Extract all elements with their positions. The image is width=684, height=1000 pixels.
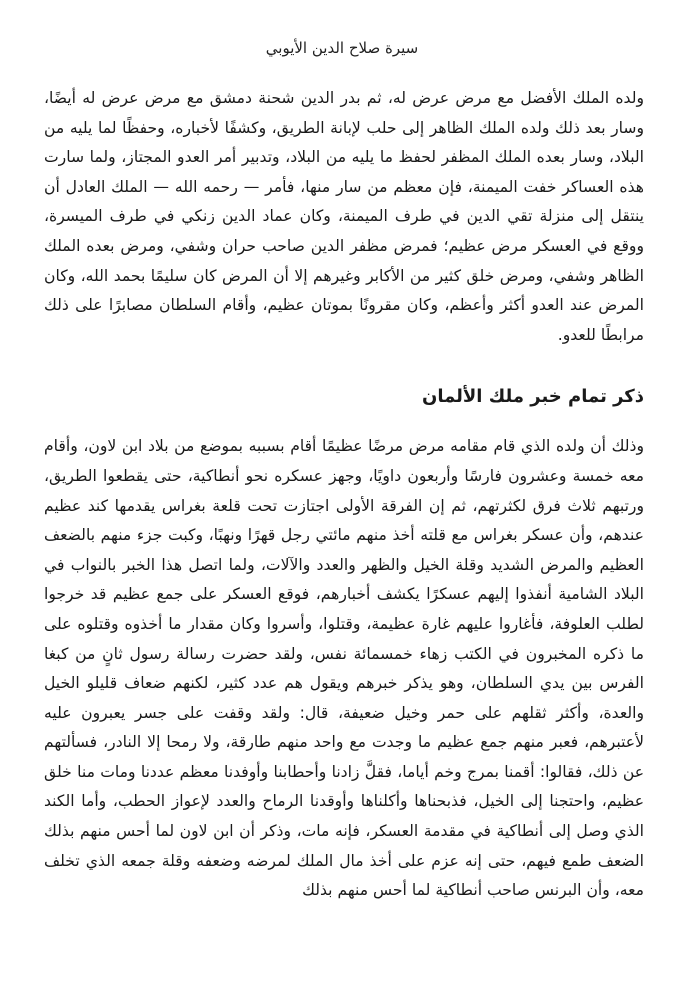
section-heading: ذكر تمام خبر ملك الألمان [421,386,644,408]
paragraph-1: ولده الملك الأفضل مع مرض عرض له، ثم بدر الدين شحنة دمشق مع مرض عرض له أيضًا، وسار بعد ذلك ولده الملك الظاهر إلى حلب لإبانة الطريق، وكشفًا لأخباره، وحفظًا لما يليه من البلاد، وسار بعده الملك المظفر لحفظ ما يليه من البلاد، وتدبير أمر العدو المجتاز، ولما سارت هذه العساكر خفت الميمنة، فإن معظم من سار منها، فأمر — رحمه الله — الملك العادل أن ينتقل إلى منزلة تقي الدين في طرف الميمنة، وكان عماد الدين زنكي في طرف الميسرة، ووقع في العسكر مرض عظيم؛ فمرض مظفر الدين صاحب حران وشفي، ومرض بعده الملك الظاهر وشفي، ومرض خلق كثير من الأكابر وغيرهم إلا أن المرض كان سليمًا بحمد الله، وكان المرض عند العدو أكثر وأعظم، وكان مقرونًا بموتان عظيم، وأقام السلطان مصابرًا على ذلك مرابطًا للعدو. [44,89,644,344]
running-title: سيرة صلاح الدين الأيوبي [265,39,419,57]
body-text [44,84,644,906]
paragraph-2: وذلك أن ولده الذي قام مقامه مرض مرضًا عظيمًا أقام بسببه بموضع من بلاد ابن لاون، وأقام معه خمسة وعشرون فارسًا وأربعون داويًا، وجهز عسكره نحو أنطاكية، حتى يقطعوا الطريق، ورتبهم ثلاث فرق لكثرتهم، ثم إن الفرقة الأولى اجتازت تحت قلعة بغراس يقدمها كند عظيم عندهم، وأن عسكر بغراس مع قلته أخذ منهم مائتي رجل قهرًا ونهبًا، وكبت جزء منهم بالضعف العظيم والمرض الشديد وقلة الخيل والظهر والعدد والآلات، ولما اتصل هذا الخبر بالنواب في البلاد الشامية أنفذوا إليهم عسكرًا يكشف أخبارهم، فوقع العسكر على جمع عظيم قد خرجوا لطلب العلوفة، فأغاروا عليهم غارة عظيمة، وقتلوا، وأسروا وكان مقدار ما أخذوه وقتلوه على ما ذكره المخبرون في الكتب زهاء خمسمائة نفس، ولقد حضرت رسالة رسول ثانٍ من كبغا الفرس بين يدي السلطان، وهو يذكر خبرهم ويقول هم عدد كثير، لكنهم ضعاف قليلو الخيل والعدة، وأكثر ثقلهم على حمر وخيل ضعيفة، قال: ولقد وقفت على جسر يعبرون عليه لأعتبرهم، فعبر منهم جمع عظيم ما وجدت مع واحد منهم طارقة، ولا رمحا إلا النادر، فسألتهم عن ذلك، فقالوا: أقمنا بمرج وخم أياما، فقلَّ زادنا وأحطابنا وأوفدنا معظم عددنا ومات منا خلق عظيم، واحتجنا إلى الخيل، فذبحناها وأكلناها وأوقدنا الرماح والعدد لإعواز الحطب، وأما الكند الذي وصل إلى أنطاكية في مقدمة العسكر، فإنه مات، وذكر أن ابن لاون لما أحس منهم بذلك الضعف طمع فيهم، حتى إنه عزم على أخذ مال الملك لمرضه وضعفه وقلة جمعه الذي تخلف معه، وأن البرنس صاحب أنطاكية لما أحس منهم بذلك [44,437,644,900]
